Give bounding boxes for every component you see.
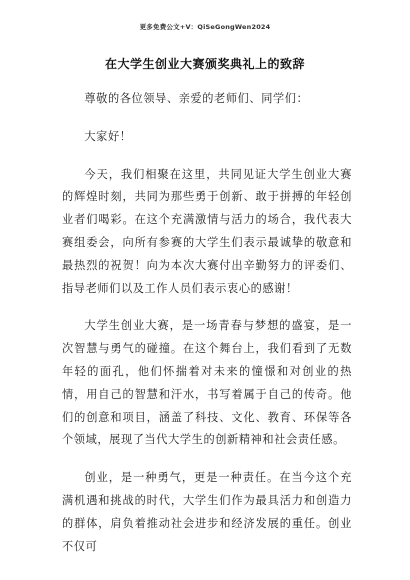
- greeting: 大家好！: [84, 129, 132, 143]
- body-paragraph-1: 今天，我们相聚在这里，共同见证大学生创业大赛的辉煌时刻，共同为那些勇于创新、敢于拼搏的年轻创业者们喝彩。在这个充满激情与活力的场合，我代表大赛组委会，向所有参赛的大学生们表示最诚挚的敬意和最热烈的祝贺！向为本次大赛付出辛勤努力的评委们、指导老师们以及工作人员们表示衷心的感谢！: [62, 167, 352, 295]
- document-body: [62, 88, 352, 558]
- body-paragraph-2: 大学生创业大赛，是一场青春与梦想的盛宴，是一次智慧与勇气的碰撞。在这个舞台上，我们看到了无数年轻的面孔，他们怀揣着对未来的憧憬和对创业的热情，用自己的智慧和汗水，书写着属于自己的传奇。他们的创意和项目，涵盖了科技、文化、教育、环保等各个领域，展现了当代大学生的创新精神和社会责任感。: [62, 319, 352, 447]
- salutation: 尊敬的各位领导、亲爱的老师们、同学们：: [84, 92, 309, 105]
- body-paragraph-3: 创业，是一种勇气，更是一种责任。在当今这个充满机遇和挑战的时代，大学生们作为最具活力和创造力的群体，肩负着推动社会进步和经济发展的重任。创业不仅可: [62, 471, 352, 553]
- header-note: 更多免费公文+V：QiSeGongWen2024: [139, 23, 271, 31]
- document-title: 在大学生创业大赛颁奖典礼上的致辞: [104, 57, 305, 71]
